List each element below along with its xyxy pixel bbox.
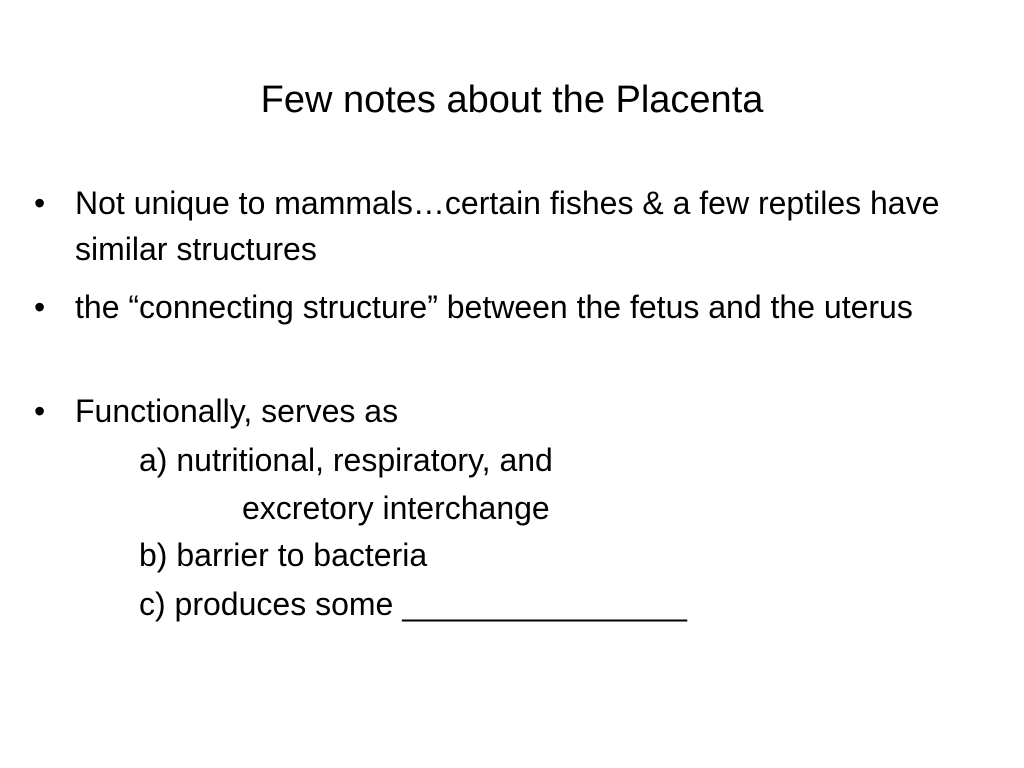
bullet-marker: • (34, 185, 46, 221)
bullet-text: Functionally, serves as (75, 393, 399, 429)
function-item-a: a) nutritional, respiratory, and (139, 442, 553, 478)
bullet-text: Not unique to mammals…certain fishes & a few reptiles have similar structures (75, 185, 940, 267)
function-item-a-continued: excretory interchange (242, 490, 550, 526)
bullet-text: the “connecting structure” between the fetus and the uterus (75, 289, 913, 325)
bullet-item (34, 388, 1009, 434)
bullet-marker: • (34, 393, 46, 429)
bullet-marker: • (34, 289, 46, 325)
function-item-c: c) produces some ________________ (139, 586, 687, 622)
function-item-b: b) barrier to bacteria (139, 537, 428, 573)
slide-title: Few notes about the Placenta (260, 79, 764, 121)
bullet-item (34, 180, 1009, 272)
bullet-item (34, 284, 1009, 330)
